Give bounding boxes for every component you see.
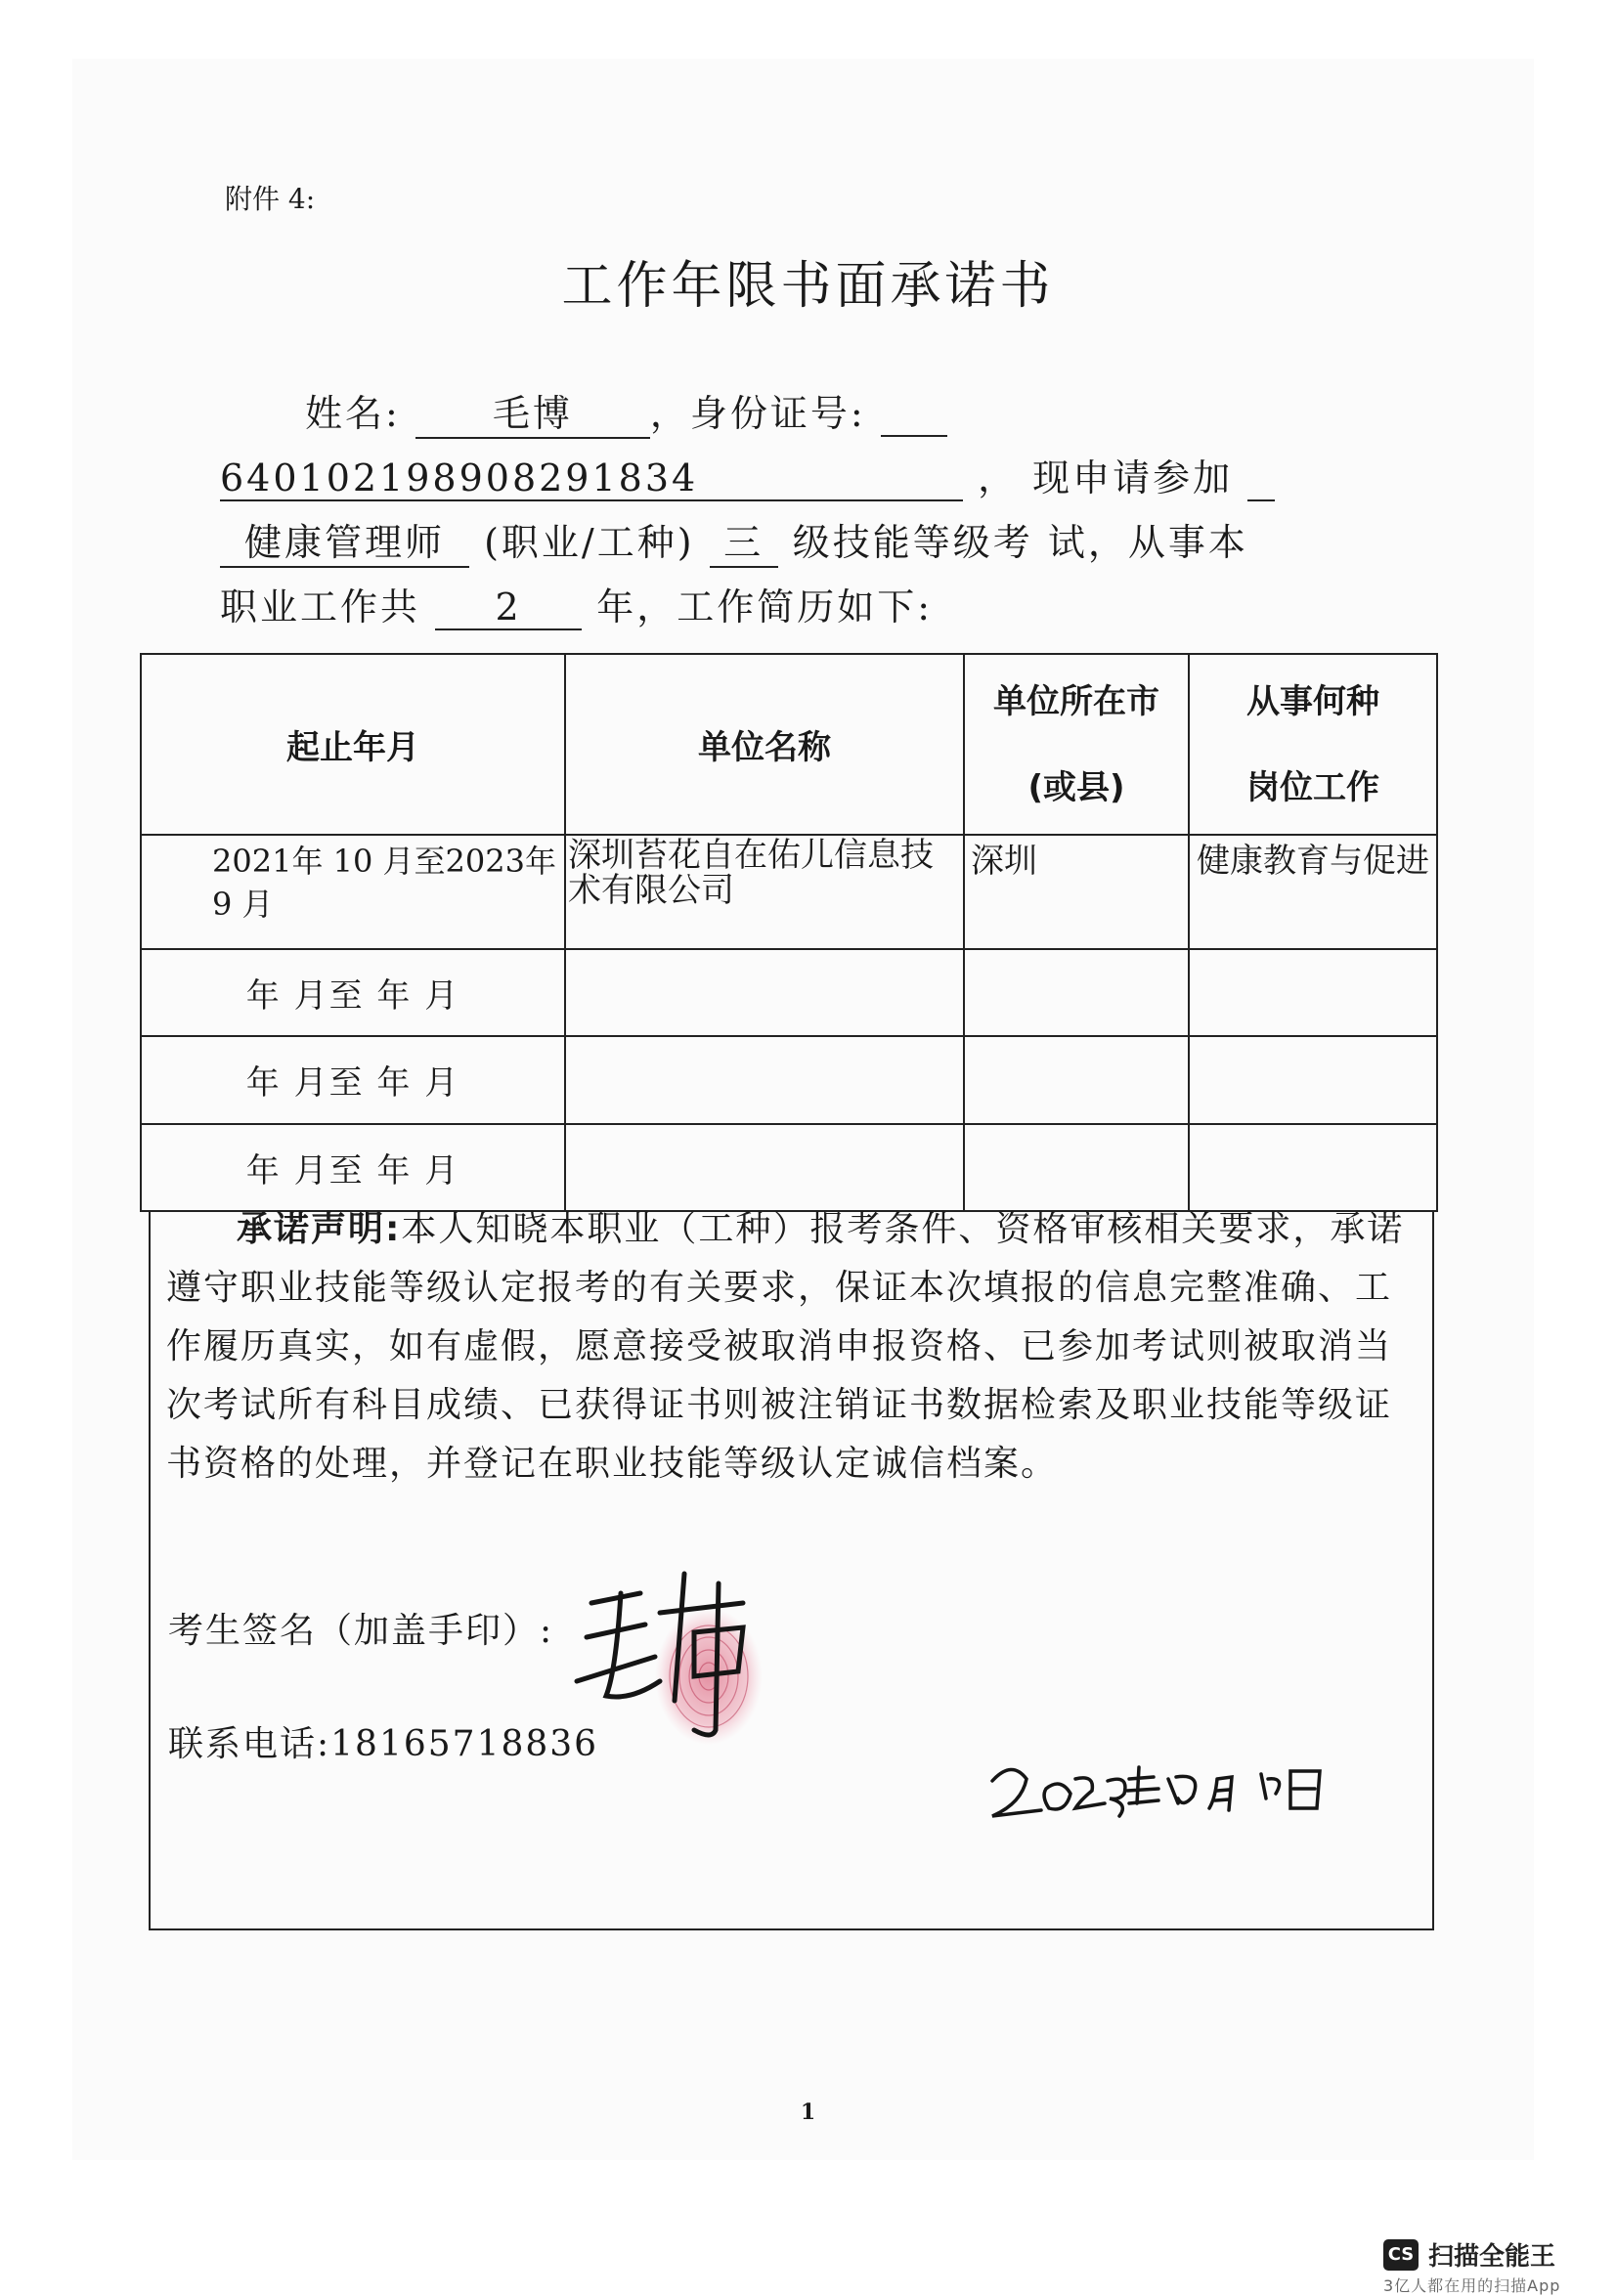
scanner-watermark (1383, 2236, 1561, 2295)
id-label: ，身份证号: (649, 392, 866, 435)
period-cell: 2021年 10 月至2023年 9 月 (141, 835, 565, 948)
post-cell (1189, 949, 1437, 1036)
intro-line-4 (220, 577, 933, 630)
years-field: 2 (435, 585, 582, 630)
table-row (141, 1036, 1437, 1123)
handwritten-date (983, 1750, 1374, 1828)
app-logo-icon: CS (1383, 2239, 1419, 2271)
page-number: 1 (800, 2100, 816, 2125)
intro-line-2 (220, 448, 1275, 501)
city-cell (964, 949, 1189, 1036)
signature-label: 考生签名（加盖手印）: (168, 1611, 554, 1651)
profession-type: (职业/工种) (484, 521, 695, 564)
document-title: 工作年限书面承诺书 (561, 257, 1055, 316)
attachment-label: 附件 4: (225, 183, 316, 215)
apply-blank (1247, 456, 1275, 501)
pledge-text: 本人知晓本职业（工种）报考条件、资格审核相关要求，承诺遵守职业技能等级认定报考的有关要求，保证本次填报的信息完整准确、工作履历真实，如有虚假，愿意接受被取消申报资格、已参加考试则被取消当次考试所有科目成绩、已获得证书则被注销证书数据检索及职业技能等级证书资格的处理，并登记在职业技能等级认定诚信档案。 (166, 1209, 1405, 1484)
city-cell (964, 1124, 1189, 1212)
name-label: 姓名: (305, 392, 401, 435)
phone-line (168, 1716, 598, 1766)
intro-line-3 (220, 512, 1248, 568)
post-cell: 健康教育与促进 (1189, 835, 1437, 948)
post-cell (1189, 1124, 1437, 1212)
table-row (141, 949, 1437, 1036)
app-tagline: 3亿人都在用的扫描App (1383, 2276, 1561, 2295)
org-cell (565, 1036, 964, 1123)
intro-line-1 (305, 383, 947, 439)
city-cell (964, 1036, 1189, 1123)
post-cell (1189, 1036, 1437, 1123)
work-history-table (140, 653, 1438, 1212)
header-org: 单位名称 (565, 654, 964, 835)
city-cell: 深圳 (964, 835, 1189, 948)
phone-value: 18165718836 (330, 1724, 599, 1764)
apply-text: ， 现申请参加 (978, 456, 1234, 499)
period-cell: 年 月至 年 月 (141, 949, 565, 1036)
period-cell: 年 月至 年 月 (141, 1124, 565, 1212)
header-post: 从事何种 岗位工作 (1189, 654, 1437, 835)
period-cell: 年 月至 年 月 (141, 1036, 565, 1123)
pledge-statement (166, 1200, 1418, 1494)
header-period: 起止年月 (141, 654, 565, 835)
level-field: 三 (710, 512, 778, 568)
org-cell (565, 1124, 964, 1212)
org-cell (565, 949, 964, 1036)
name-field: 毛博 (415, 383, 650, 439)
years-prefix: 职业工作共 (220, 585, 421, 628)
pledge-label: 承诺声明: (237, 1209, 402, 1249)
header-city: 单位所在市 (或县) (964, 654, 1189, 835)
years-suffix: 年，工作简历如下: (596, 585, 934, 628)
app-name: 扫描全能王 (1428, 2242, 1556, 2272)
id-field-start (881, 392, 947, 437)
table-row (141, 1124, 1437, 1212)
profession-field: 健康管理师 (220, 512, 469, 568)
table-header-row (141, 654, 1437, 835)
phone-label: 联系电话: (168, 1724, 331, 1764)
level-text: 级技能等级考 试，从事本 (792, 521, 1248, 564)
org-cell: 深圳苔花自在佑儿信息技术有限公司 (565, 835, 964, 948)
table-row (141, 835, 1437, 948)
id-number-field: 640102198908291834 (220, 456, 963, 501)
